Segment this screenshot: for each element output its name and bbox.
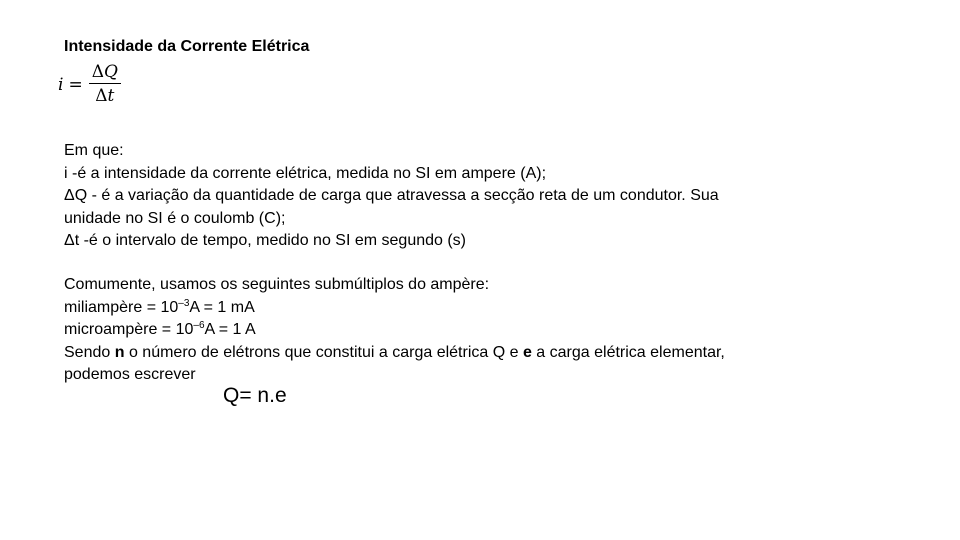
microampere-line (64, 319, 924, 342)
formula-numerator (89, 62, 121, 84)
submultiples-block (64, 274, 924, 387)
formula-fraction (89, 62, 121, 107)
definitions-intro: Em que: (64, 142, 124, 159)
miliampere-line (64, 297, 924, 320)
sendo-part3: a carga elétrica elementar, (531, 343, 725, 361)
submultiples-intro: Comumente, usamos os seguintes submúltiplos do ampère: (64, 276, 490, 293)
definitions-block (64, 140, 924, 253)
definition-i: i -é a intensidade da corrente elétrica, medida no SI em ampere (A); (64, 164, 547, 182)
mili-suffix: A = 1 mA (189, 298, 255, 316)
page-title: Intensidade da Corrente Elétrica (64, 38, 310, 55)
micro-prefix: microampère = 10 (64, 321, 194, 338)
numerator-var: Q (103, 62, 118, 82)
sendo-line (64, 342, 924, 365)
definition-dq-line1: ΔQ - é a variação da quantidade de carga que atravessa a secção reta de um condutor. Sua (64, 187, 719, 204)
mili-prefix: miliampère = 10 (64, 298, 179, 316)
formula-equals: = (68, 74, 83, 95)
result-formula: Q= n.e (223, 384, 287, 407)
sendo-e: e (522, 343, 532, 361)
definition-dq-line2: unidade no SI é o coulomb (C); (64, 209, 286, 227)
denominator-var: t (107, 86, 115, 106)
denominator-delta: Δ (95, 86, 108, 106)
current-formula (58, 62, 121, 107)
definition-dt: Δt -é o intervalo de tempo, medido no SI em segundo (s) (64, 232, 467, 249)
formula-denominator (92, 84, 117, 107)
sendo-line2: podemos escrever (64, 366, 196, 383)
micro-exponent: –6 (193, 320, 205, 331)
formula-lhs: i (58, 74, 64, 95)
micro-suffix: A = 1 A (204, 321, 256, 338)
sendo-n: n (114, 343, 125, 361)
sendo-part1: Sendo (64, 343, 115, 361)
mili-exponent: –3 (178, 297, 190, 309)
numerator-delta: Δ (91, 62, 104, 82)
sendo-part2: o número de elétrons que constitui a carga elétrica Q e (124, 343, 523, 361)
